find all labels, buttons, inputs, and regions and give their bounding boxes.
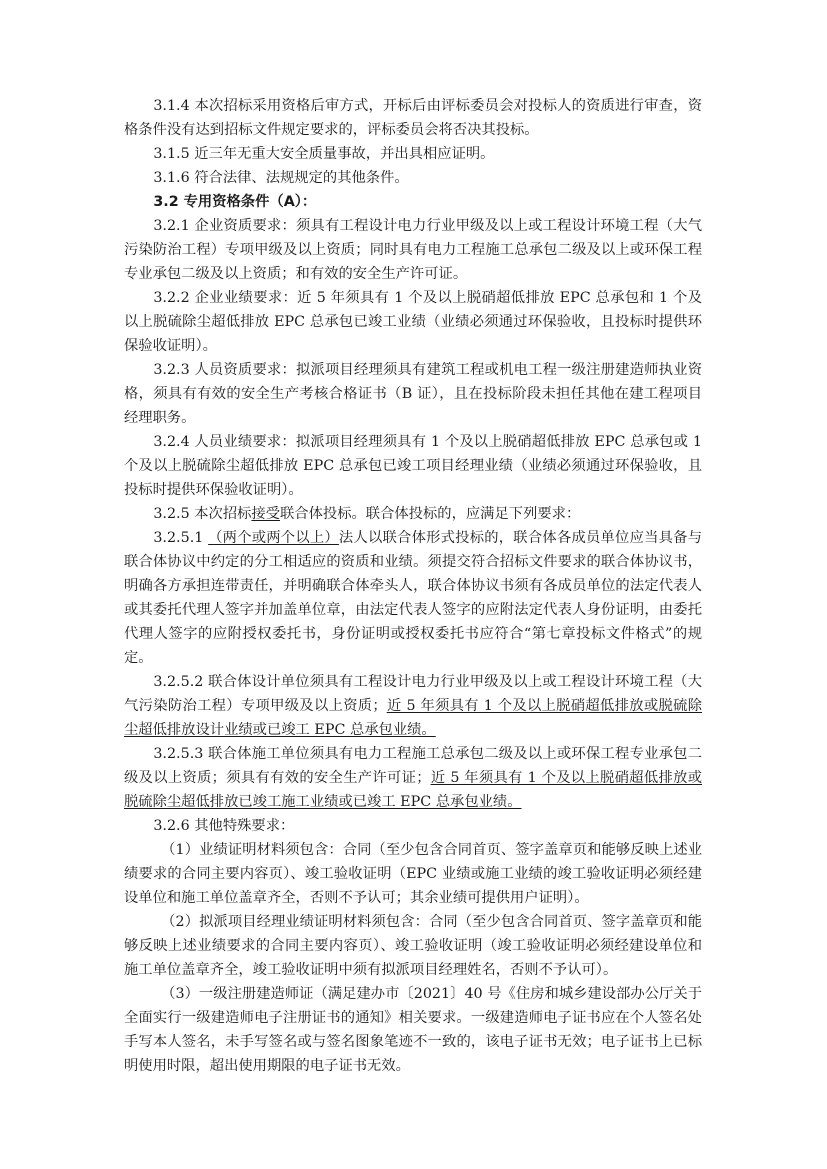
clause-3-2-5-2 (124, 670, 702, 742)
clause-3-1-5: 3.1.5 近三年无重大安全质量事故，并出具相应证明。 (153, 146, 495, 162)
clause-3-2-6: 3.2.6 其他特殊要求： (153, 818, 295, 834)
clause-3-2-5-accept: 接受 (251, 506, 281, 522)
clause-3-2-5-2-performance: 近 5 年须具有 1 个及以上脱硝超低排放或脱硫除尘超低排放设计业绩或已竣工 EPC 总承包业绩。 (124, 698, 702, 738)
clause-3-2-3: 3.2.3 人员资质要求：拟派项目经理须具有建筑工程或机电工程一级注册建造师执业资格，须具有有效的安全生产考核合格证书（B 证），且在投标阶段未担任其他在建工程项目经理职务。 (124, 362, 702, 426)
clause-3-1-4: 3.1.4 本次招标采用资格后审方式，开标后由评标委员会对投标人的资质进行审查，资格条件没有达到招标文件规定要求的，评标委员会将否决其投标。 (124, 98, 702, 138)
clause-3-2-2: 3.2.2 企业业绩要求：近 5 年须具有 1 个及以上脱硝超低排放 EPC 总承包和 1 个及以上脱硫除尘超低排放 EPC 总承包已竣工业绩（业绩必须通过环保验收，且投标时提供环保验收证明）。 (124, 290, 702, 354)
clause-3-2-5-2-body: 3.2.5.2 联合体设计单位须具有工程设计电力行业甲级及以上或工程设计环境工程（大气污染防治工程）专项甲级及以上资质； (124, 674, 702, 714)
clause-3-2-5-1-body: 法人以联合体形式投标的，联合体各成员单位应当具备与联合体协议中约定的分工相适应的资质和业绩。须提交符合招标文件要求的联合体协议书，明确各方承担连带责任，并明确联合体牵头人，联合体协议书须有各成员单位的法定代表人或其委托代理人签字并加盖单位章，由法定代表人签字的应附法定代表人身份证明，由委托代理人签字的应附授权委托书，身份证明或授权委托书应符合“第七章投标文件格式”的规定。 (124, 530, 702, 666)
clause-3-2-4: 3.2.4 人员业绩要求：拟派项目经理须具有 1 个及以上脱硝超低排放 EPC 总承包或 1 个及以上脱硫除尘超低排放 EPC 总承包已竣工项目经理业绩（业绩必须通过环保验收，且投标时提供环保验收证明）。 (124, 434, 702, 498)
requirement-item-2: （2）拟派项目经理业绩证明材料须包含：合同（至少包含合同首页、签字盖章页和能够反映上述业绩要求的合同主要内容页）、竣工验收证明（竣工验收证明必须经建设单位和施工单位盖章齐全，竣工验收证明中须有拟派项目经理姓名，否则不予认可）。 (124, 914, 702, 978)
clause-3-2-1: 3.2.1 企业资质要求：须具有工程设计电力行业甲级及以上或工程设计环境工程（大气污染防治工程）专项甲级及以上资质；同时具有电力工程施工总承包二级及以上或环保工程专业承包二级及以上资质；和有效的安全生产许可证。 (124, 218, 702, 282)
clause-3-2-5-1-num: 3.2.5.1 (153, 530, 209, 546)
clause-3-2-5-3-body: 3.2.5.3 联合体施工单位须具有电力工程施工总承包二级及以上或环保工程专业承包二级及以上资质；须具有有效的安全生产许可证； (124, 746, 702, 786)
section-heading-3-2: 3.2 专用资格条件（A）： (153, 194, 317, 210)
clause-3-2-5-1 (124, 526, 702, 670)
clause-3-2-5-lead: 3.2.5 本次招标 (153, 506, 252, 522)
document-page (124, 94, 702, 1078)
clause-3-2-5-3-performance: 近 5 年须具有 1 个及以上脱硝超低排放或脱硫除尘超低排放已竣工施工业绩或已竣工 EPC 总承包业绩。 (124, 770, 703, 810)
requirement-item-1: （1）业绩证明材料须包含：合同（至少包含合同首页、签字盖章页和能够反映上述业绩要求的合同主要内容页）、竣工验收证明（EPC 业绩或施工业绩的竣工验收证明必须经建设单位和施工单位盖章齐全，否则不予认可；其余业绩可提供用户证明）。 (124, 842, 702, 906)
clause-3-2-5-1-parties: （两个或两个以上） (208, 530, 339, 546)
clause-3-2-5-rest: 联合体投标。联合体投标的，应满足下列要求： (280, 506, 581, 522)
clause-3-1-6: 3.1.6 符合法律、法规规定的其他条件。 (153, 170, 409, 186)
clause-3-2-5-3 (124, 742, 702, 814)
requirement-item-3: （3）一级注册建造师证（满足建办市〔2021〕40 号《住房和城乡建设部办公厅关于全面实行一级建造师电子注册证书的通知》相关要求。一级建造师电子证书应在个人签名处手写本人签名，未手写签名或与签名图象笔迹不一致的，该电子证书无效；电子证书上已标明使用时限，超出使用期限的电子证书无效。 (124, 986, 702, 1074)
clause-3-2-5 (124, 502, 702, 526)
